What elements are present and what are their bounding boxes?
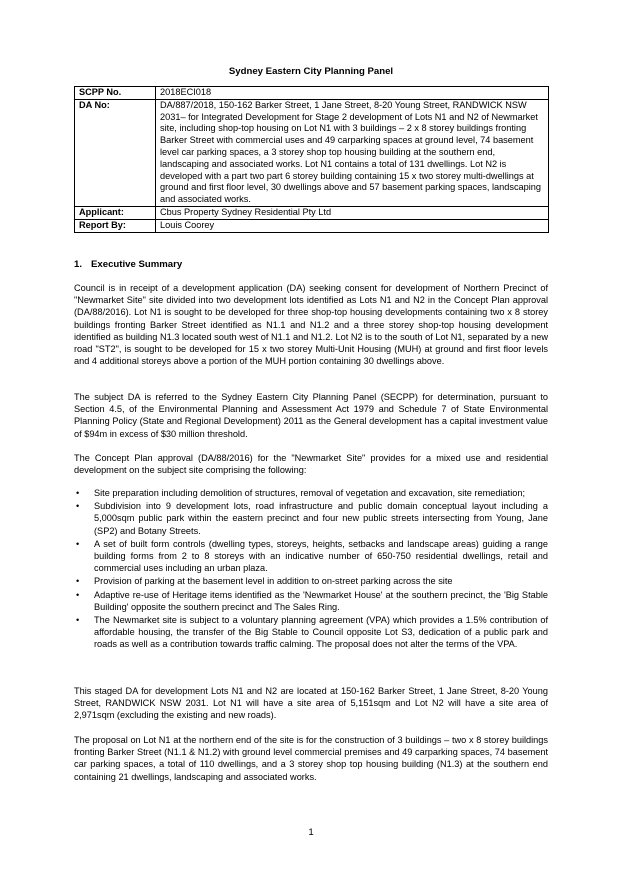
page-number: 1 <box>308 827 314 838</box>
section-number: 1. <box>74 259 83 270</box>
bullet-marker: • <box>76 538 80 549</box>
info-table <box>74 86 549 233</box>
document-title: Sydney Eastern City Planning Panel <box>228 66 394 77</box>
row-value: Louis Coorey <box>156 219 549 232</box>
bullet-marker: • <box>76 589 80 600</box>
table-row <box>75 219 549 232</box>
row-label: Applicant: <box>75 206 156 219</box>
bullet-marker: • <box>76 488 80 498</box>
list-item: • Provision of parking at the basement level in addition to on-street parking across the site <box>76 576 453 587</box>
list-item: • A set of built form controls (dwelling types, storeys, heights, setbacks and landscape areas) guiding a range building forms from 2 to 8 storeys with an indicative number of 650-750 residential dwellings, retail and commercial uses including an urban plaza. <box>76 538 548 574</box>
bullet-marker: • <box>76 501 80 512</box>
bullet-marker: • <box>76 576 80 587</box>
paragraph-proposal: The proposal on Lot N1 at the northern end of the site is for the construction of 3 buildings – two x 8 storey buildings fronting Barker Street (N1.1 & N1.2) with ground level commercial premises and 49 carparking spaces, 74 basement car parking spaces, a total of 110 dwellings, and a 3 storey shop top housing building (N1.3) at the southern end containing 21 dwellings, landscaping and associated works. <box>74 735 548 782</box>
list-item: • The Newmarket site is subject to a voluntary planning agreement (VPA) which provides a 1.5% contribution of affordable housing, the transfer of the Big Stable to Council opposite Lot S3, dedication of a public park and roads as well as a contribution towards traffic calming. The proposal does not alter the terms of the VPA. <box>76 615 548 650</box>
table-row <box>75 87 549 100</box>
list-item: • Adaptive re-use of Heritage items identified as the 'Newmarket House' at the southern precinct, the 'Big Stable Building' opposite the southern precinct and The Sales Ring. <box>76 589 548 612</box>
paragraph-concept-plan: The Concept Plan approval (DA/88/2016) for the "Newmarket Site" provides for a mixed use and residential development on the subject site comprising the following: <box>74 453 548 476</box>
paragraph-referral: The subject DA is referred to the Sydney Eastern City Planning Panel (SECPP) for determination, pursuant to Section 4.5, of the Environmental Planning and Assessment Act 1979 and Schedule 7 of State Environmental Planning Policy (State and Regional Development) 2011 as the General development has a capital investment value of $94m in excess of $30 million threshold. <box>74 392 548 439</box>
row-label: DA No: <box>75 99 156 206</box>
section-heading <box>74 259 182 270</box>
table-row <box>75 99 549 206</box>
row-value: DA/887/2018, 150-162 Barker Street, 1 Jane Street, 8-20 Young Street, RANDWICK NSW 2031– for Integrated Development for Stage 2 development of Lots N1 and N2 of Newmarket site, including shop-top housing on Lot N1 with 3 buildings – 2 x 8 storey buildings fronting Barker Street with commercial uses and 49 carparking spaces at ground level, 74 basement level car parking spaces, a 3 storey shop top housing building at the southern end, landscaping and associated works. Lot N1 contains a total of 131 dwellings. Lot N2 is developed with a part two part 6 storey building containing 15 x two storey multi-dwellings at ground and first floor level, 30 dwellings above and 57 basement parking spaces, landscaping and associated works. <box>156 99 549 206</box>
row-value: 2018ECI018 <box>156 87 549 100</box>
row-label: SCPP No. <box>75 87 156 100</box>
row-label: Report By: <box>75 219 156 232</box>
paragraph-intro: Council is in receipt of a development application (DA) seeking consent for development of Northern Precinct of "Newmarket Site" site divided into two development lots identified as Lots N1 and N2 in the Concept Plan approval (DA/88/2016). Lot N1 is sought to be developed for three shop-top housing developments containing two x 8 storey buildings fronting Barker Street identified as N1.1 and N1.2 and a three storey shop-top housing development identified as building N1.3 located south west of N1.1 and N1.2. Lot N2 is to the south of Lot N1, separated by a new road "ST2", is sought to be developed for 15 x two storey Multi-Unit Housing (MUH) at ground and first floor levels and 4 additional storeys above a portion of the MUH portion containing 30 dwellings above. <box>74 283 548 367</box>
section-title: Executive Summary <box>91 259 183 270</box>
paragraph-staged-da: This staged DA for development Lots N1 and N2 are located at 150-162 Barker Street, 1 Jane Street, 8-20 Young Street, RANDWICK NSW 2031. Lot N1 will have a site area of 5,151sqm and Lot N2 will have a site area of 2,971sqm (excluding the existing and new roads). <box>74 686 548 721</box>
row-value: Cbus Property Sydney Residential Pty Ltd <box>156 206 549 219</box>
list-item: • Subdivision into 9 development lots, road infrastructure and public domain conceptual layout including a 5,000sqm public park within the eastern precinct and four new public streets intersecting from Young, Jane (SP2) and Botany Streets. <box>76 501 548 536</box>
concept-plan-list <box>74 487 548 652</box>
list-item: • Site preparation including demolition of structures, removal of vegetation and excavation, site remediation; <box>76 488 526 498</box>
bullet-marker: • <box>76 615 80 626</box>
table-row <box>75 206 549 219</box>
